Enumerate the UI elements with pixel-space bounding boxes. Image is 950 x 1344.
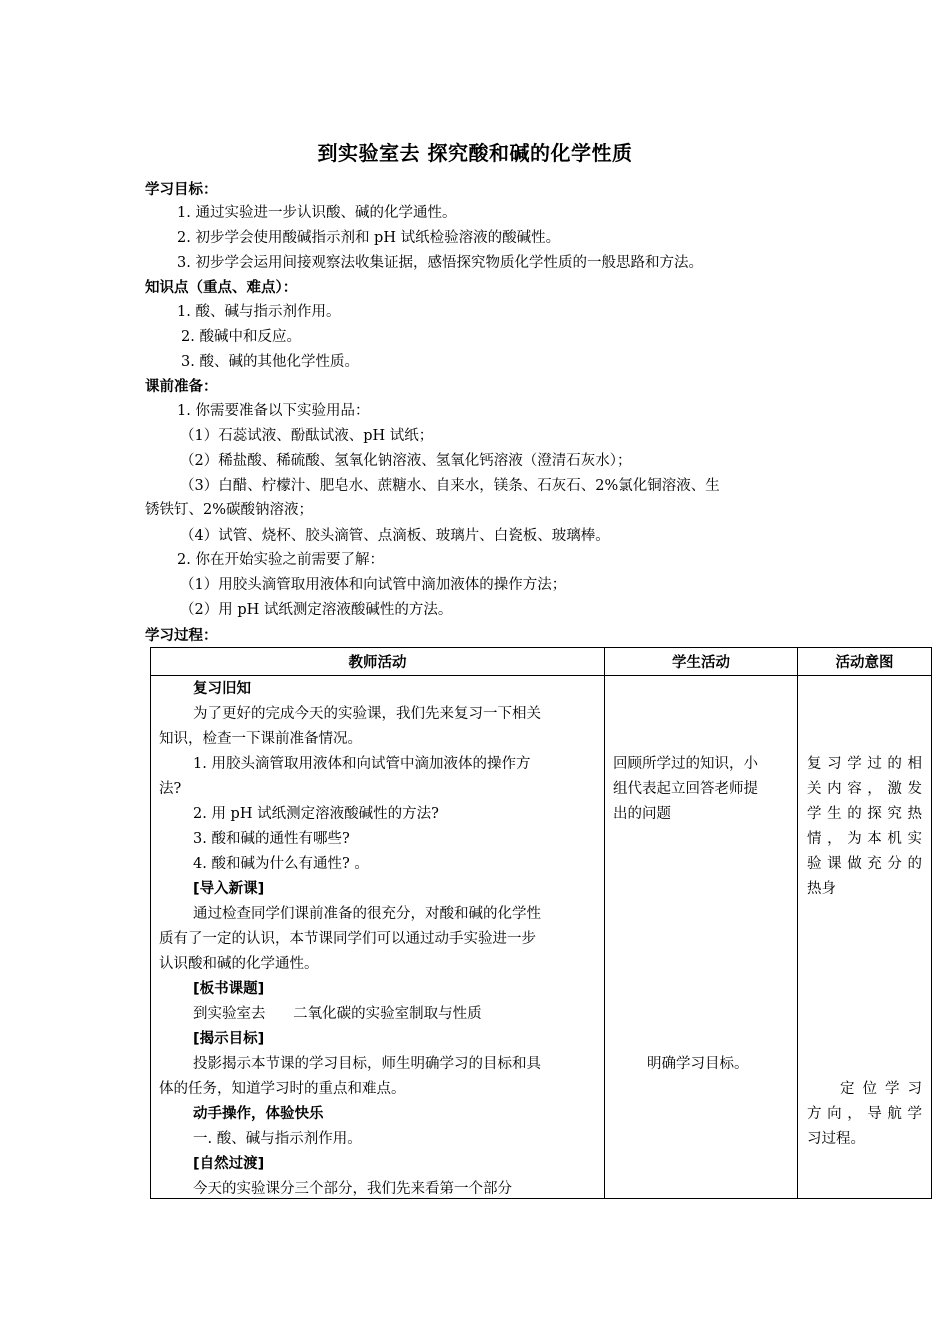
student-activity-text: 回顾所学过的知识，小 bbox=[613, 756, 758, 772]
student-activity-text: 出的问题 bbox=[613, 806, 671, 822]
knowledge-heading: 知识点（重点、难点）： bbox=[145, 280, 298, 296]
knowledge-item: 1. 酸、碱与指示剂作用。 bbox=[177, 304, 341, 320]
prep-subitem: （1）用胶头滴管取用液体和向试管中滴加液体的操作方法； bbox=[180, 577, 567, 593]
review-heading: 复习旧知 bbox=[193, 681, 251, 697]
intent-text: 验课做充分的 bbox=[807, 856, 922, 872]
intent-text: 方向，导航学 bbox=[807, 1106, 922, 1122]
board-heading: [板书课题] bbox=[193, 981, 265, 997]
board-text: 到实验室去 二氧化碳的实验室制取与性质 bbox=[193, 1006, 482, 1022]
reveal-heading: [揭示目标] bbox=[193, 1031, 265, 1047]
hands-on-heading: 动手操作，体验快乐 bbox=[193, 1106, 324, 1122]
review-question: 4. 酸和碱为什么有通性? 。 bbox=[193, 856, 369, 872]
review-question: 2. 用 pH 试纸测定溶液酸碱性的方法? bbox=[193, 806, 439, 822]
prep-heading: 课前准备： bbox=[145, 379, 218, 395]
review-question: 法? bbox=[159, 781, 182, 797]
column-header-student: 学生活动 bbox=[605, 648, 798, 676]
objective-item: 3. 初步学会运用间接观察法收集证据，感悟探究物质化学性质的一般思路和方法。 bbox=[177, 255, 703, 271]
column-header-intent: 活动意图 bbox=[798, 648, 932, 676]
prep-subitem: （1）石蕊试液、酚酞试液、pH 试纸； bbox=[180, 428, 434, 444]
review-text: 知识，检查一下课前准备情况。 bbox=[159, 731, 362, 747]
reveal-text: 投影揭示本节课的学习目标，师生明确学习的目标和具 bbox=[193, 1056, 541, 1072]
intent-text: 学生的探究热 bbox=[807, 806, 922, 822]
prep-subitem: （4）试管、烧杯、胶头滴管、点滴板、玻璃片、白瓷板、玻璃棒。 bbox=[180, 528, 610, 544]
intro-text: 认识酸和碱的化学通性。 bbox=[159, 956, 319, 972]
intro-text: 通过检查同学们课前准备的很充分，对酸和碱的化学性 bbox=[193, 906, 541, 922]
knowledge-item: 2. 酸碱中和反应。 bbox=[181, 329, 301, 345]
column-header-teacher: 教师活动 bbox=[151, 648, 605, 676]
objective-item: 1. 通过实验进一步认识酸、碱的化学通性。 bbox=[177, 205, 457, 221]
intro-heading: [导入新课] bbox=[193, 881, 265, 897]
prep-item: 1. 你需要准备以下实验用品： bbox=[177, 403, 370, 419]
review-question: 3. 酸和碱的通性有哪些? bbox=[193, 831, 350, 847]
student-activity-text: 明确学习目标。 bbox=[647, 1056, 749, 1072]
review-question: 1. 用胶头滴管取用液体和向试管中滴加液体的操作方 bbox=[193, 756, 531, 772]
prep-subitem: （3）白醋、柠檬汁、肥皂水、蔗糖水、自来水，镁条、石灰石、2%氯化铜溶液、生 bbox=[180, 478, 720, 494]
hands-on-text: 一. 酸、碱与指示剂作用。 bbox=[193, 1131, 362, 1147]
activity-intent-cell bbox=[798, 676, 932, 1199]
intent-text: 复习学过的相 bbox=[807, 756, 922, 772]
objectives-heading: 学习目标： bbox=[145, 182, 218, 198]
table-row bbox=[151, 676, 932, 1199]
knowledge-item: 3. 酸、碱的其他化学性质。 bbox=[181, 354, 359, 370]
process-heading: 学习过程： bbox=[145, 628, 218, 644]
intent-text: 热身 bbox=[807, 881, 836, 897]
intro-text: 质有了一定的认识，本节课同学们可以通过动手实验进一步 bbox=[159, 931, 536, 947]
table-header-row bbox=[151, 648, 932, 676]
process-table bbox=[150, 647, 932, 1199]
intent-text: 习过程。 bbox=[807, 1131, 865, 1147]
teacher-activity-cell bbox=[151, 676, 605, 1199]
prep-subitem: （2）稀盐酸、稀硫酸、氢氧化钠溶液、氢氧化钙溶液（澄清石灰水）； bbox=[180, 453, 632, 469]
document-title: 到实验室去 探究酸和碱的化学性质 bbox=[317, 141, 633, 165]
transition-heading: [自然过渡] bbox=[193, 1156, 265, 1172]
transition-text: 今天的实验课分三个部分，我们先来看第一个部分 bbox=[193, 1181, 512, 1197]
intent-text: 定位学习 bbox=[840, 1081, 922, 1097]
objective-item: 2. 初步学会使用酸碱指示剂和 pH 试纸检验溶液的酸碱性。 bbox=[177, 230, 561, 246]
reveal-text: 体的任务，知道学习时的重点和难点。 bbox=[159, 1081, 406, 1097]
review-text: 为了更好的完成今天的实验课，我们先来复习一下相关 bbox=[193, 706, 541, 722]
prep-subitem-cont: 锈铁钉、2%碳酸钠溶液； bbox=[145, 502, 314, 518]
intent-text: 关内容，激发 bbox=[807, 781, 922, 797]
intent-text: 情，为本机实 bbox=[807, 831, 922, 847]
prep-item: 2. 你在开始实验之前需要了解： bbox=[177, 552, 384, 568]
prep-subitem: （2）用 pH 试纸测定溶液酸碱性的方法。 bbox=[180, 602, 453, 618]
student-activity-cell bbox=[605, 676, 798, 1199]
student-activity-text: 组代表起立回答老师提 bbox=[613, 781, 758, 797]
